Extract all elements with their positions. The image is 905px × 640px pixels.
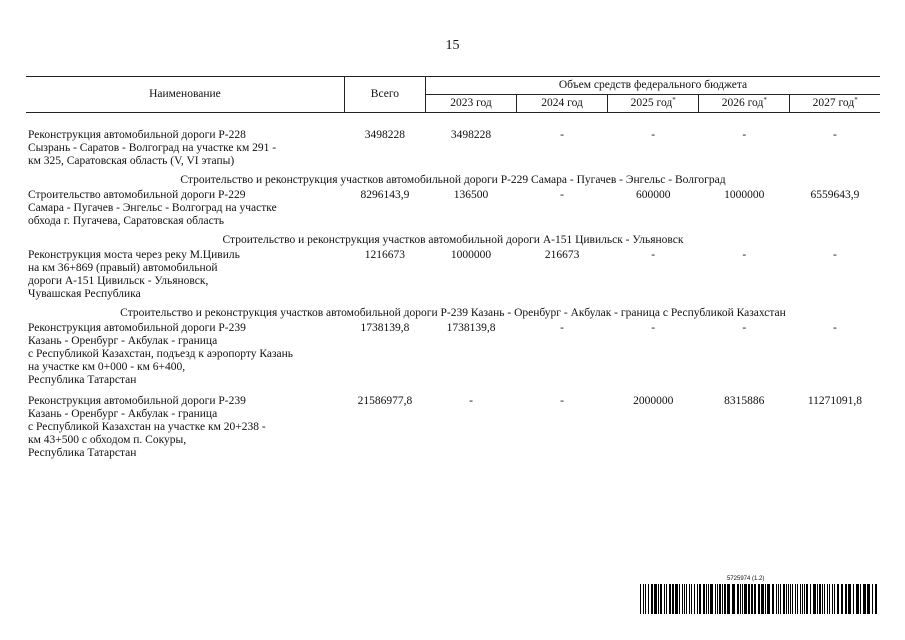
barcode-bar	[837, 584, 839, 614]
project-name-line: с Республикой Казахстан на участке км 20+238 -	[28, 421, 266, 433]
project-name-line: Реконструкция автомобильной дороги Р-228	[28, 129, 246, 141]
year-value-cell: -	[560, 129, 565, 141]
barcode-bar	[761, 584, 764, 614]
total-cell: 21586977,8	[357, 395, 413, 407]
barcode-bar	[742, 584, 743, 614]
year-value-cell: -	[651, 249, 656, 261]
barcode-bar	[832, 584, 833, 614]
project-name-line: Самара - Пугачев - Энгельс - Волгоград на участке	[28, 202, 277, 214]
barcode-bar	[824, 584, 825, 614]
table-body	[26, 113, 880, 467]
year-value-cell: -	[560, 322, 565, 334]
barcode-bar	[767, 584, 770, 614]
barcode-bar	[788, 584, 789, 614]
year-value-cell: 8315886	[724, 395, 765, 407]
header-year-2023: 2023 год	[425, 95, 516, 113]
total-cell: 8296143,9	[360, 189, 410, 201]
table-row	[26, 320, 880, 393]
project-name-line: на км 36+869 (правый) автомобильной	[28, 262, 218, 274]
barcode-bar	[841, 584, 843, 614]
year-value-cell: -	[742, 249, 747, 261]
year-value-cell: 2000000	[633, 395, 674, 407]
year-value-cell: -	[832, 129, 837, 141]
total-cell: 1738139,8	[360, 322, 410, 334]
project-name-line: дороги А-151 Цивильск - Ульяновск,	[28, 275, 209, 287]
barcode-bar	[797, 584, 798, 614]
barcode-bar	[748, 584, 750, 614]
project-name-line: Чувашская Республика	[28, 288, 141, 300]
barcode-bar	[765, 584, 766, 614]
barcode-bar	[732, 584, 735, 614]
year-value-cell: 1000000	[450, 249, 492, 261]
header-federal-budget: Объем средств федерального бюджета	[425, 77, 880, 95]
year-value-cell: -	[651, 322, 656, 334]
year-value-cell: -	[832, 249, 837, 261]
header-total: Всего	[344, 77, 425, 113]
barcode-bar	[754, 584, 756, 614]
barcode-bar	[684, 584, 685, 614]
barcode-bar	[751, 584, 753, 614]
barcode-bar	[829, 584, 830, 614]
year-value-cell: 136500	[453, 189, 489, 201]
barcode-bar	[860, 584, 861, 614]
section-title: Строительство и реконструкция участков автомобильной дороги Р-229 Самара - Пугачев - Энгельс - Волгоград	[180, 174, 726, 186]
year-value-cell: 216673	[544, 249, 580, 261]
barcode-bar	[666, 584, 667, 614]
project-name	[26, 247, 344, 307]
barcode-bar	[719, 584, 721, 614]
project-name-line: км 325, Саратовская область (V, VI этапы)	[28, 155, 235, 167]
barcode-bar	[786, 584, 787, 614]
barcode-bar	[790, 584, 791, 614]
project-name-line: Реконструкция моста через реку М.Цивиль	[28, 249, 240, 261]
barcode-bar	[819, 584, 821, 614]
project-name-line: км 43+500 с обходом п. Сокуры,	[28, 434, 187, 446]
barcode-bar	[822, 584, 823, 614]
barcode-bar	[699, 584, 701, 614]
barcode-bar	[863, 584, 866, 614]
barcode-bar	[654, 584, 657, 614]
barcode-bar	[679, 584, 680, 614]
barcode-bar	[727, 584, 730, 614]
project-name-line: Республика Татарстан	[28, 447, 137, 459]
barcode-bar	[717, 584, 718, 614]
table-row	[26, 393, 880, 466]
barcode-bar	[672, 584, 674, 614]
year-value-cell: 1000000	[724, 189, 765, 201]
budget-table	[26, 76, 880, 466]
barcode-bar	[744, 584, 747, 614]
section-row	[26, 234, 880, 247]
year-value-cell: -	[469, 395, 473, 407]
barcode-bar	[783, 584, 785, 614]
year-value-cell: -	[832, 322, 837, 334]
barcode-bar	[697, 584, 698, 614]
barcode-bar	[827, 584, 828, 614]
header-year-2026: 2026 год*	[699, 95, 790, 113]
barcode-bar	[872, 584, 873, 614]
barcode-bar	[853, 584, 854, 614]
year-value-cell: 1738139,8	[446, 322, 496, 334]
table-row	[26, 187, 880, 234]
barcode-bar	[715, 584, 716, 614]
barcode-bar	[660, 584, 662, 614]
barcode-image	[640, 584, 880, 614]
project-name-line: Сызрань - Саратов - Волгоград на участке км 291 -	[28, 142, 277, 154]
barcode-bar	[845, 584, 847, 614]
barcode-bar	[694, 584, 695, 614]
barcode-bar	[648, 584, 649, 614]
section-row	[26, 174, 880, 187]
total-cell: 3498228	[364, 129, 406, 141]
barcode-bar	[810, 584, 811, 614]
project-name-line: Реконструкция автомобильной дороги Р-239	[28, 322, 246, 334]
barcode-bar	[664, 584, 665, 614]
year-value-cell: 600000	[635, 189, 671, 201]
total-cell: 1216673	[364, 249, 406, 261]
barcode-bar	[669, 584, 671, 614]
barcode-bar	[772, 584, 774, 614]
barcode-bar	[778, 584, 779, 614]
barcode-bar	[658, 584, 659, 614]
year-value-cell: -	[742, 322, 747, 334]
year-value-cell: 3498228	[450, 129, 492, 141]
header-year-2025: 2025 год*	[608, 95, 699, 113]
project-name-line: Казань - Оренбург - Акбулак - граница	[28, 335, 218, 347]
project-name-line: Казань - Оренбург - Акбулак - граница	[28, 408, 218, 420]
section-row	[26, 307, 880, 320]
barcode-bar	[804, 584, 805, 614]
barcode-bar	[848, 584, 851, 614]
year-value-cell: 6559643,9	[810, 189, 860, 201]
year-value-cell: -	[560, 189, 565, 201]
barcode	[640, 576, 880, 614]
barcode-id: 5725974 (1.2)	[727, 576, 765, 582]
header-name: Наименование	[26, 77, 344, 113]
barcode-bar	[710, 584, 713, 614]
barcode-bar	[817, 584, 818, 614]
barcode-bar	[834, 584, 835, 614]
project-name-line: обхода г. Пугачева, Саратовская область	[28, 215, 224, 227]
barcode-bar	[740, 584, 741, 614]
year-value-cell: 11271091,8	[807, 395, 863, 407]
project-name	[26, 127, 344, 174]
spacer-row	[26, 113, 880, 128]
table-row	[26, 127, 880, 174]
project-name	[26, 393, 344, 466]
barcode-bar	[651, 584, 653, 614]
barcode-bar	[867, 584, 870, 614]
barcode-bar	[800, 584, 801, 614]
barcode-bar	[689, 584, 690, 614]
table-header-row	[26, 77, 880, 95]
project-name-line: на участке км 0+000 - км 6+400,	[28, 361, 186, 373]
project-name-line: Реконструкция автомобильной дороги Р-239	[28, 395, 246, 407]
barcode-bar	[776, 584, 777, 614]
project-name-line: Республика Татарстан	[28, 374, 137, 386]
barcode-bar	[706, 584, 707, 614]
barcode-bar	[691, 584, 692, 614]
barcode-bar	[875, 584, 877, 614]
header-year-2027: 2027 год*	[790, 95, 880, 113]
barcode-bar	[643, 584, 644, 614]
barcode-bar	[802, 584, 803, 614]
header-year-2024: 2024 год	[517, 95, 608, 113]
barcode-bar	[703, 584, 705, 614]
barcode-bar	[813, 584, 816, 614]
section-title: Строительство и реконструкция участков автомобильной дороги А-151 Цивильск - Ульяновск	[222, 234, 684, 246]
barcode-bar	[758, 584, 760, 614]
table-row	[26, 247, 880, 307]
barcode-bar	[708, 584, 709, 614]
barcode-bar	[780, 584, 781, 614]
year-value-cell: -	[560, 395, 565, 407]
barcode-bar	[856, 584, 859, 614]
barcode-bar	[645, 584, 646, 614]
barcode-bar	[682, 584, 683, 614]
project-name-line: с Республикой Казахстан, подъезд к аэропорту Казань	[28, 348, 294, 360]
project-name	[26, 187, 344, 234]
page-number: 15	[445, 38, 460, 53]
barcode-bar	[806, 584, 808, 614]
barcode-bar	[640, 584, 641, 614]
barcode-bar	[792, 584, 793, 614]
barcode-bar	[722, 584, 723, 614]
barcode-bar	[737, 584, 739, 614]
project-name	[26, 320, 344, 393]
barcode-bar	[795, 584, 796, 614]
year-value-cell: -	[651, 129, 656, 141]
barcode-bar	[724, 584, 726, 614]
project-name-line: Строительство автомобильной дороги Р-229	[28, 189, 246, 201]
barcode-bar	[675, 584, 678, 614]
year-value-cell: -	[742, 129, 747, 141]
section-title: Строительство и реконструкция участков автомобильной дороги Р-239 Казань - Оренбург - Акбулак - граница с Республикой Казахстан	[120, 307, 786, 319]
barcode-bar	[686, 584, 687, 614]
